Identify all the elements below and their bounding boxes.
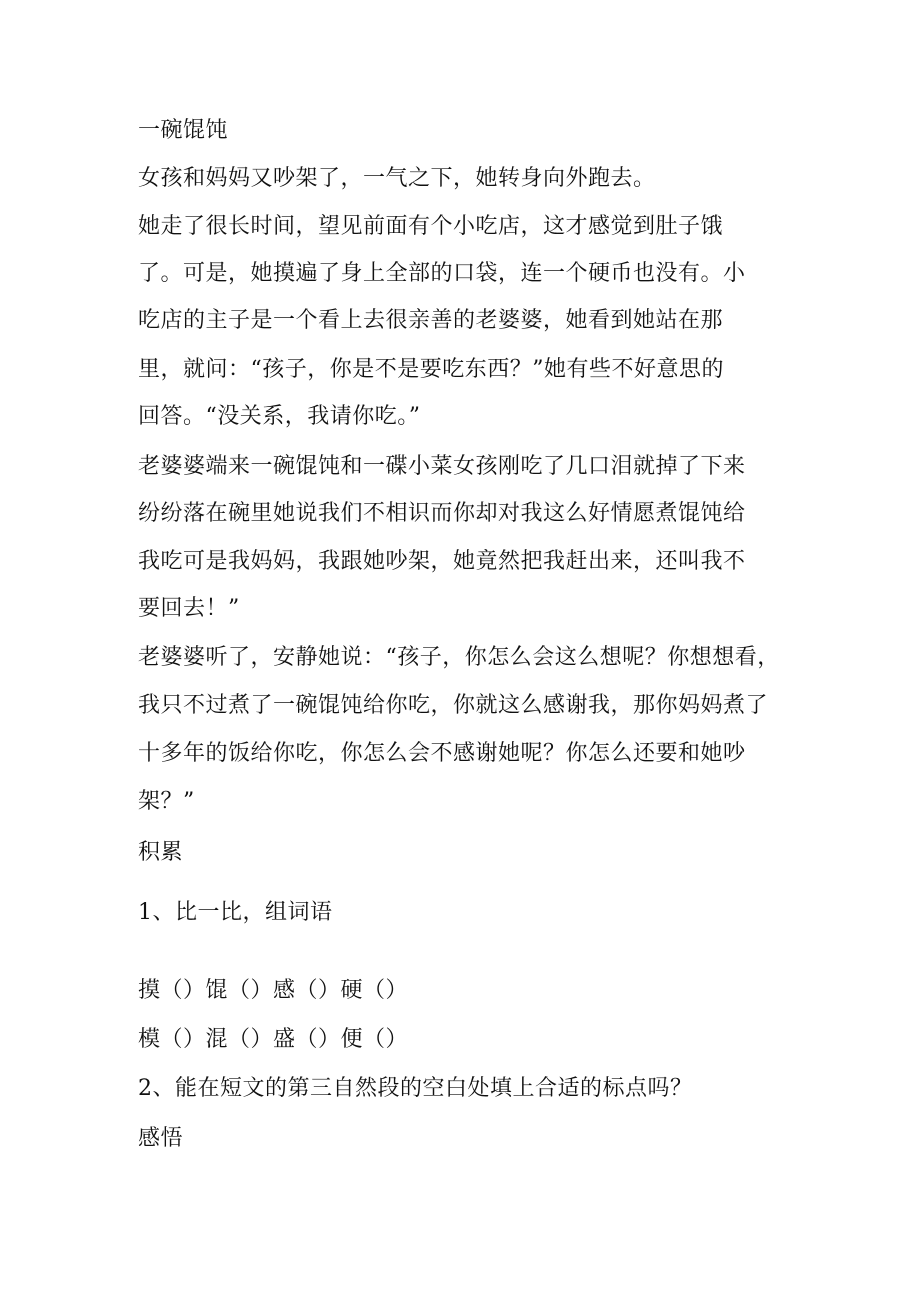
paragraph-2-line-2: 了。可是，她摸遍了身上全部的口袋，连一个硬币也没有。小 bbox=[138, 261, 746, 286]
paragraph-3-line-1: 老婆婆端来一碗馄饨和一碟小菜女孩刚吃了几口泪就掉了下来 bbox=[138, 454, 746, 479]
paragraph-3-line-2: 纷纷落在碗里她说我们不相识而你却对我这么好情愿煮馄饨给 bbox=[138, 501, 746, 526]
paragraph-2-line-3: 吃店的主子是一个看上去很亲善的老婆婆，她看到她站在那 bbox=[138, 308, 724, 333]
section-heading-perception: 感悟 bbox=[138, 1126, 184, 1151]
paragraph-2-line-1: 她走了很长时间，望见前面有个小吃店，这才感觉到肚子饿 bbox=[138, 214, 724, 239]
paragraph-2-line-4: 里，就问：“孩子，你是不是要吃东西？”她有些不好意思的 bbox=[138, 357, 724, 382]
paragraph-1-line: 女孩和妈妈又吵架了，一气之下，她转身向外跑去。 bbox=[138, 166, 656, 191]
paragraph-4-line-3: 十多年的饭给你吃，你怎么会不感谢她呢？你怎么还要和她吵 bbox=[138, 741, 746, 766]
question-1: 1、比一比，组词语 bbox=[138, 900, 333, 925]
paragraph-4-line-4: 架？” bbox=[138, 789, 195, 814]
paragraph-3-line-4: 要回去！” bbox=[138, 596, 240, 621]
question-2: 2、能在短文的第三自然段的空白处填上合适的标点吗？ bbox=[138, 1076, 693, 1101]
exercise-row-2: 模（）混（）盛（）便（） bbox=[138, 1027, 409, 1052]
paragraph-4-line-1: 老婆婆听了，安静她说：“孩子，你怎么会这么想呢？你想想看， bbox=[138, 645, 780, 670]
paragraph-3-line-3: 我吃可是我妈妈，我跟她吵架，她竟然把我赶出来，还叫我不 bbox=[138, 549, 746, 574]
paragraph-2-line-5: 回答。“没关系，我请你吃。” bbox=[138, 404, 421, 429]
paragraph-4-line-2: 我只不过煮了一碗馄饨给你吃，你就这么感谢我，那你妈妈煮了 bbox=[138, 693, 769, 718]
story-title: 一碗馄饨 bbox=[138, 118, 229, 143]
section-heading-accumulate: 积累 bbox=[138, 840, 184, 865]
exercise-row-1: 摸（）馄（）感（）硬（） bbox=[138, 978, 409, 1003]
